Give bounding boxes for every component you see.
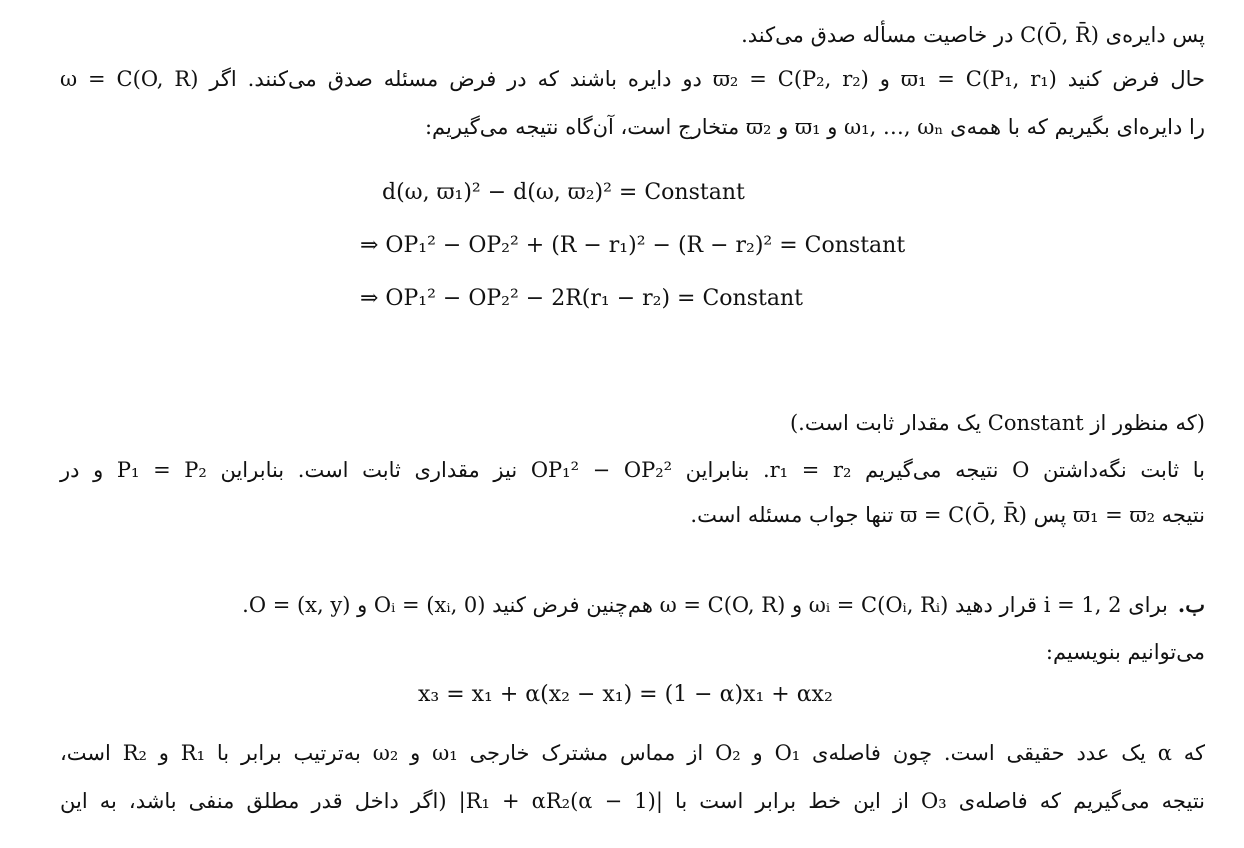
text-line: (که منظور از Constant یک مقدار ثابت است.) xyxy=(789,411,1205,435)
text-line: که α یک عدد حقیقی است. چون فاصله‌ی O₁ و O₂ از مماس مشترک خارجی ω₁ و ω₂ به‌ترتیب برابر با R₁ و R₂ است، xyxy=(60,741,1206,765)
text-line: می‌توانیم بنویسیم: xyxy=(1045,640,1205,664)
equation: x₃ = x₁ + α(x₂ − x₁) = (1 − α)x₁ + αx₂ xyxy=(418,682,833,707)
text-line: پس دایره‌ی C(Ō, R̄) در خاصیت مسأله صدق می‌کند. xyxy=(741,23,1205,47)
text-line: حال فرض کنید ϖ₁ = C(P₁, r₁) و ϖ₂ = C(P₂, r₂) دو دایره باشند که در فرض مسئله صدق می‌کنند. اگر ω = C(O, R) xyxy=(60,67,1205,91)
text-line: را دایره‌ای بگیریم که با همه‌ی ω₁, …, ωₙ و ϖ₁ و ϖ₂ متخارج است، آن‌گاه نتیجه می‌گیریم: xyxy=(424,115,1205,139)
text-line: نتیجه ϖ₁ = ϖ₂ پس ϖ = C(Ō, R̄) تنها جواب مسئله است. xyxy=(690,503,1205,527)
text-line xyxy=(60,590,1205,620)
section-label: ب. xyxy=(1177,592,1205,617)
equation: d(ω, ϖ₁)² − d(ω, ϖ₂)² = Constant xyxy=(382,180,745,205)
equation: ⇒ OP₁² − OP₂² + (R − r₁)² − (R − r₂)² = Constant xyxy=(360,233,906,258)
text-line: با ثابت نگه‌داشتن O نتیجه می‌گیریم r₁ = r₂. بنابراین OP₁² − OP₂² نیز مقداری ثابت است. بنابراین P₁ = P₂ و در xyxy=(60,458,1205,482)
text-line: نتیجه می‌گیریم که فاصله‌ی O₃ از این خط برابر است با |(1 − α)R₁ + αR₂| (اگر داخل قدر مطلق منفی باشد، به این xyxy=(60,789,1206,813)
equation: ⇒ OP₁² − OP₂² − 2R(r₁ − r₂) = Constant xyxy=(360,286,803,311)
text-line-body: برای i = 1, 2 قرار دهید ωᵢ = C(Oᵢ, Rᵢ) و ω = C(O, R) هم‌چنین فرض کنید Oᵢ = (xᵢ, 0) و O = (x, y). xyxy=(242,593,1168,617)
